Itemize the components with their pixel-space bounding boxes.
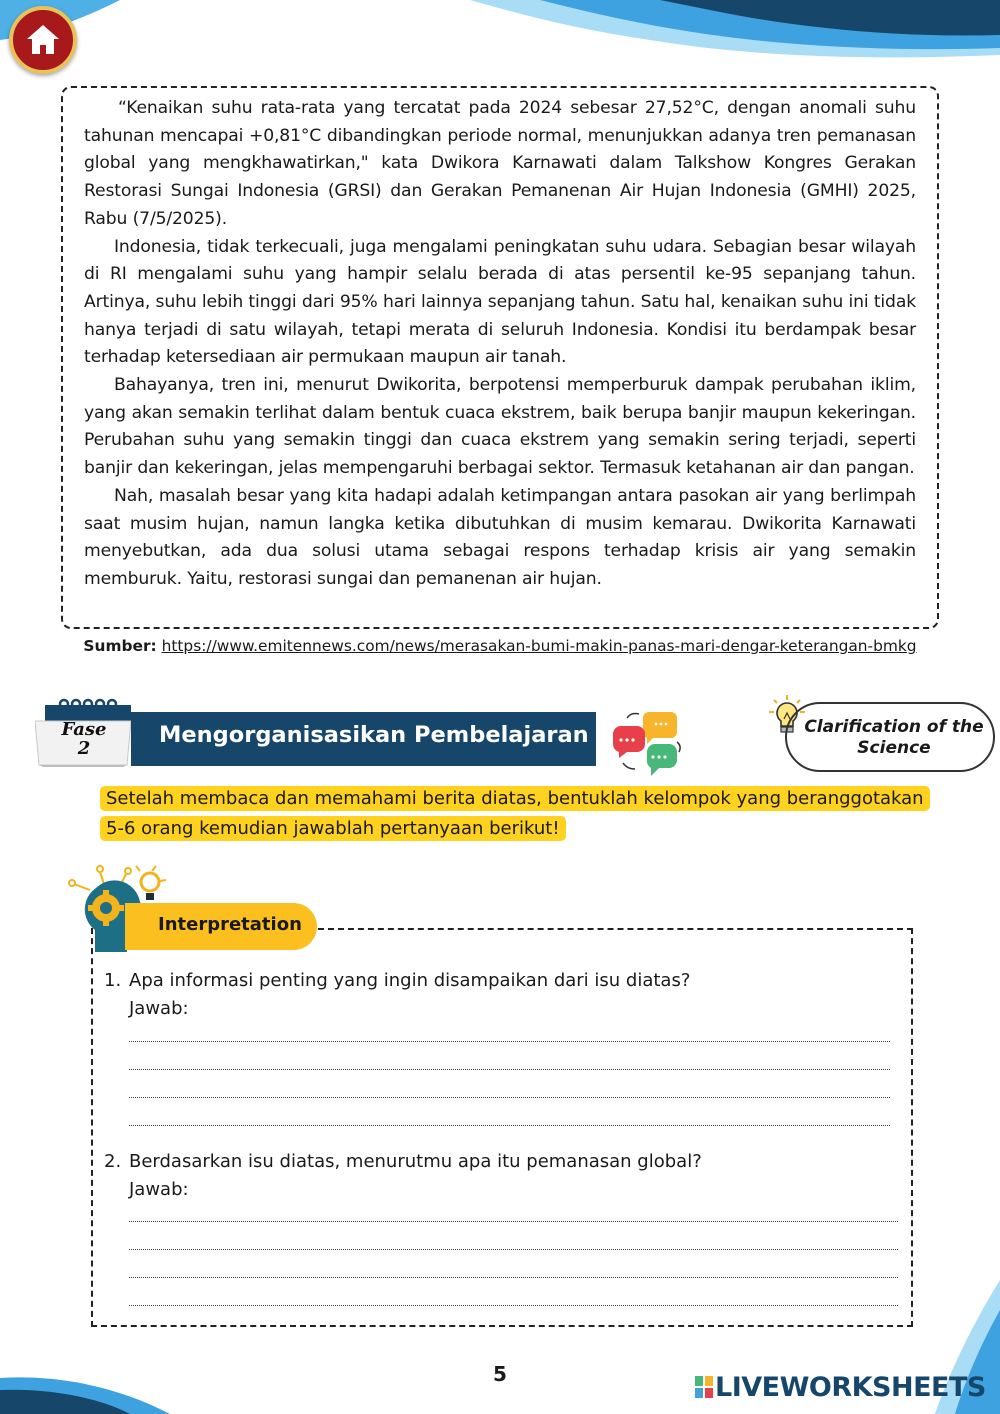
clarification-badge: Clarification of the Science xyxy=(785,702,995,772)
instruction-highlight: Setelah membaca dan memahami berita diatas, bentuklah kelompok yang beranggotakan 5-6 orang kemudian jawablah pertanyaan berikut! xyxy=(100,786,930,841)
answer-line[interactable] xyxy=(129,1125,890,1126)
phase-title: Mengorganisasikan Pembelajaran xyxy=(131,712,596,766)
home-button[interactable] xyxy=(9,6,77,74)
liveworksheets-logo xyxy=(695,1372,986,1403)
liveworksheets-icon xyxy=(695,1376,713,1398)
article-paragraph: Indonesia, tidak terkecuali, juga mengalami peningkatan suhu udara. Sebagian besar wilayah di RI mengalami suhu yang hampir selalu berada di atas persentil ke-95 sepanjang tahun. Artinya, suhu lebih tinggi dari 95% hari lainnya sepanjang tahun. Satu hal, kenaikan suhu ini tidak hanya terjadi di satu wilayah, tetapi merata di seluruh Indonesia. Kondisi itu berdampak besar terhadap ketersediaan air permukaan maupun air tanah. xyxy=(84,236,916,368)
discussion-icon xyxy=(607,708,682,778)
question-2 xyxy=(104,1148,702,1176)
answer-label: Jawab: xyxy=(129,1179,189,1200)
answer-line[interactable] xyxy=(129,1249,898,1250)
article-paragraph: Nah, masalah besar yang kita hadapi adalah ketimpangan antara pasokan air yang berlimpah saat musim hujan, namun langka ketika dibutuhkan di musim kemarau. Dwikorita Karnawati menyebutkan, ada dua solusi utama sebagai respons terhadap krisis air yang semakin memburuk. Yaitu, restorasi sungai dan pemanenan air hujan. xyxy=(84,485,916,589)
header-wave-decoration xyxy=(0,0,1000,70)
question-number: 1. xyxy=(104,970,122,991)
home-icon xyxy=(25,22,61,58)
interpretation-label: Interpretation xyxy=(125,903,317,950)
page-number: 5 xyxy=(493,1362,507,1386)
answer-line[interactable] xyxy=(129,1221,898,1222)
phase-word: Fase xyxy=(61,719,107,740)
answer-line[interactable] xyxy=(129,1069,890,1070)
phase-number: 2 xyxy=(77,738,91,759)
answer-line[interactable] xyxy=(129,1041,890,1042)
source-link[interactable]: https://www.emitennews.com/news/merasakan-bumi-makin-panas-mari-dengar-keterangan-bmkg xyxy=(161,637,917,655)
logo-text: LIVEWORKSHEETS xyxy=(715,1372,986,1403)
instruction-text xyxy=(100,784,925,843)
answer-label: Jawab: xyxy=(129,998,189,1019)
answer-line[interactable] xyxy=(129,1305,898,1306)
source-label: Sumber: xyxy=(83,637,157,655)
source-citation xyxy=(80,634,920,659)
question-text: Apa informasi penting yang ingin disampaikan dari isu diatas? xyxy=(129,970,691,991)
article-paragraph: “Kenaikan suhu rata-rata yang tercatat pada 2024 sebesar 27,52°C, dengan anomali suhu tahunan mencapai +0,81°C dibandingkan periode normal, menunjukkan adanya tren pemanasan global yang mengkhawatirkan," kata Dwikora Karnawati dalam Talkshow Kongres Gerakan Restorasi Sungai Indonesia (GRSI) dan Gerakan Pemanenan Air Hujan Indonesia (GMHI) 2025, Rabu (7/5/2025). xyxy=(84,98,916,229)
answer-line[interactable] xyxy=(129,1277,898,1278)
phase-label xyxy=(44,720,124,758)
answer-line[interactable] xyxy=(129,1097,890,1098)
question-1 xyxy=(104,967,690,995)
article-box xyxy=(61,86,939,629)
question-text: Berdasarkan isu diatas, menurutmu apa itu pemanasan global? xyxy=(129,1151,702,1172)
article-paragraph: Bahayanya, tren ini, menurut Dwikorita, berpotensi memperburuk dampak perubahan iklim, yang akan semakin terlihat dalam bentuk cuaca ekstrem, baik berupa banjir maupun kekeringan. Perubahan suhu yang semakin tinggi dan cuaca ekstrem yang semakin sering terjadi, seperti banjir dan kekeringan, jelas mempengaruhi berbagai sektor. Termasuk ketahanan air dan pangan. xyxy=(84,375,916,479)
question-number: 2. xyxy=(104,1151,122,1172)
